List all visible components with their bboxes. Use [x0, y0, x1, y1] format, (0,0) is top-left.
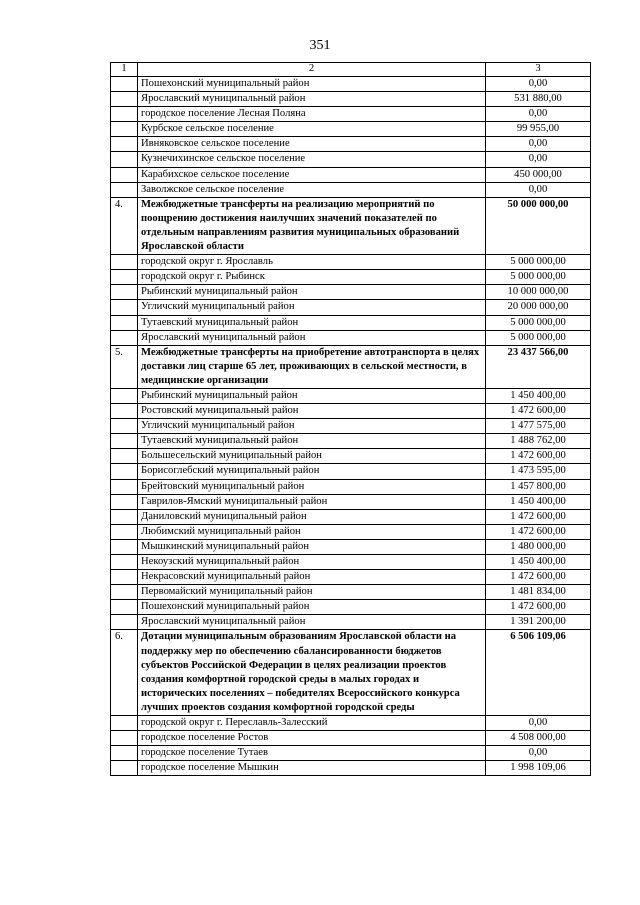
amount-value: 1 488 762,00	[486, 434, 591, 449]
table-row	[111, 716, 591, 731]
row-number	[111, 122, 138, 137]
amount-value: 1 481 834,00	[486, 585, 591, 600]
row-number	[111, 585, 138, 600]
recipient-name: Ярославский муниципальный район	[138, 330, 486, 345]
column-header-3: 3	[486, 63, 591, 77]
row-number	[111, 300, 138, 315]
row-number	[111, 419, 138, 434]
amount-value: 5 000 000,00	[486, 270, 591, 285]
row-number	[111, 330, 138, 345]
row-number: 4.	[111, 197, 138, 254]
row-number	[111, 77, 138, 92]
recipient-name: Любимский муниципальный район	[138, 524, 486, 539]
row-number	[111, 464, 138, 479]
row-number	[111, 137, 138, 152]
table-row	[111, 494, 591, 509]
row-number	[111, 434, 138, 449]
row-number	[111, 388, 138, 403]
table-row	[111, 152, 591, 167]
recipient-name: Заволжское сельское поселение	[138, 182, 486, 197]
row-number: 6.	[111, 630, 138, 716]
budget-table	[110, 62, 591, 776]
recipient-name: Пошехонский муниципальный район	[138, 600, 486, 615]
row-number	[111, 746, 138, 761]
row-number	[111, 404, 138, 419]
amount-value: 1 450 400,00	[486, 494, 591, 509]
table-row	[111, 388, 591, 403]
amount-value: 4 508 000,00	[486, 731, 591, 746]
amount-value: 0,00	[486, 77, 591, 92]
recipient-name: городское поселение Мышкин	[138, 761, 486, 776]
table-row	[111, 585, 591, 600]
table-header-row	[111, 63, 591, 77]
row-number	[111, 539, 138, 554]
table-row	[111, 464, 591, 479]
amount-value: 1 472 600,00	[486, 600, 591, 615]
recipient-name: Кузнечихинское сельское поселение	[138, 152, 486, 167]
recipient-name: Некоузский муниципальный район	[138, 555, 486, 570]
recipient-name: Ростовский муниципальный район	[138, 404, 486, 419]
amount-value: 1 998 109,06	[486, 761, 591, 776]
row-number	[111, 494, 138, 509]
amount-value: 1 480 000,00	[486, 539, 591, 554]
recipient-name: городское поселение Тутаев	[138, 746, 486, 761]
table-row	[111, 404, 591, 419]
amount-value: 1 477 575,00	[486, 419, 591, 434]
table-row	[111, 300, 591, 315]
amount-value: 50 000 000,00	[486, 197, 591, 254]
amount-value: 450 000,00	[486, 167, 591, 182]
amount-value: 5 000 000,00	[486, 330, 591, 345]
recipient-name: Ярославский муниципальный район	[138, 92, 486, 107]
table-row	[111, 182, 591, 197]
row-number: 5.	[111, 345, 138, 388]
amount-value: 99 955,00	[486, 122, 591, 137]
table-row	[111, 434, 591, 449]
amount-value: 5 000 000,00	[486, 255, 591, 270]
amount-value: 10 000 000,00	[486, 285, 591, 300]
amount-value: 531 880,00	[486, 92, 591, 107]
row-number	[111, 92, 138, 107]
table-row	[111, 555, 591, 570]
table-row	[111, 122, 591, 137]
row-number	[111, 716, 138, 731]
table-row	[111, 330, 591, 345]
table-row	[111, 77, 591, 92]
table-row	[111, 600, 591, 615]
amount-value: 1 472 600,00	[486, 404, 591, 419]
recipient-name: Межбюджетные трансферты на приобретение автотранспорта в целях доставки лиц старше 65 лет, проживающих в сельской местности, в медицинские организации	[138, 345, 486, 388]
row-number	[111, 600, 138, 615]
recipient-name: городской округ г. Переславль-Залесский	[138, 716, 486, 731]
recipient-name: Ярославский муниципальный район	[138, 615, 486, 630]
row-number	[111, 479, 138, 494]
section-row	[111, 630, 591, 716]
section-row	[111, 345, 591, 388]
recipient-name: городской округ г. Рыбинск	[138, 270, 486, 285]
amount-value: 1 450 400,00	[486, 555, 591, 570]
row-number	[111, 731, 138, 746]
recipient-name: Мышкинский муниципальный район	[138, 539, 486, 554]
table-row	[111, 539, 591, 554]
row-number	[111, 270, 138, 285]
recipient-name: Рыбинский муниципальный район	[138, 388, 486, 403]
table-row	[111, 107, 591, 122]
table-row	[111, 92, 591, 107]
table-row	[111, 449, 591, 464]
table-row	[111, 761, 591, 776]
recipient-name: Борисоглебский муниципальный район	[138, 464, 486, 479]
recipient-name: Межбюджетные трансферты на реализацию мероприятий по поощрению достижения наилучших значений показателей по отдельным направлениям развития муниципальных образований Ярославской области	[138, 197, 486, 254]
table-row	[111, 746, 591, 761]
recipient-name: Брейтовский муниципальный район	[138, 479, 486, 494]
table-row	[111, 509, 591, 524]
table-row	[111, 137, 591, 152]
row-number	[111, 449, 138, 464]
recipient-name: Большесельский муниципальный район	[138, 449, 486, 464]
amount-value: 20 000 000,00	[486, 300, 591, 315]
row-number	[111, 615, 138, 630]
amount-value: 1 450 400,00	[486, 388, 591, 403]
table-row	[111, 615, 591, 630]
recipient-name: Угличский муниципальный район	[138, 300, 486, 315]
row-number	[111, 315, 138, 330]
table-row	[111, 419, 591, 434]
row-number	[111, 107, 138, 122]
row-number	[111, 255, 138, 270]
column-header-2: 2	[138, 63, 486, 77]
row-number	[111, 152, 138, 167]
table-row	[111, 524, 591, 539]
table-row	[111, 255, 591, 270]
table-row	[111, 285, 591, 300]
recipient-name: городское поселение Ростов	[138, 731, 486, 746]
table-row	[111, 570, 591, 585]
row-number	[111, 555, 138, 570]
table-row	[111, 167, 591, 182]
recipient-name: Рыбинский муниципальный район	[138, 285, 486, 300]
row-number	[111, 570, 138, 585]
recipient-name: Первомайский муниципальный район	[138, 585, 486, 600]
amount-value: 1 457 800,00	[486, 479, 591, 494]
row-number	[111, 182, 138, 197]
recipient-name: Гаврилов-Ямский муниципальный район	[138, 494, 486, 509]
recipient-name: городской округ г. Ярославль	[138, 255, 486, 270]
amount-value: 6 506 109,06	[486, 630, 591, 716]
amount-value: 0,00	[486, 137, 591, 152]
amount-value: 0,00	[486, 107, 591, 122]
recipient-name: Угличский муниципальный район	[138, 419, 486, 434]
recipient-name: Тутаевский муниципальный район	[138, 434, 486, 449]
column-header-1: 1	[111, 63, 138, 77]
recipient-name: Курбское сельское поселение	[138, 122, 486, 137]
page-number: 351	[309, 38, 331, 53]
amount-value: 5 000 000,00	[486, 315, 591, 330]
recipient-name: Карабихское сельское поселение	[138, 167, 486, 182]
recipient-name: Пошехонский муниципальный район	[138, 77, 486, 92]
amount-value: 1 473 595,00	[486, 464, 591, 479]
recipient-name: городское поселение Лесная Поляна	[138, 107, 486, 122]
amount-value: 23 437 566,00	[486, 345, 591, 388]
recipient-name: Ивняковское сельское поселение	[138, 137, 486, 152]
row-number	[111, 285, 138, 300]
amount-value: 0,00	[486, 746, 591, 761]
row-number	[111, 167, 138, 182]
row-number	[111, 509, 138, 524]
recipient-name: Тутаевский муниципальный район	[138, 315, 486, 330]
table-body	[111, 63, 591, 776]
recipient-name: Некрасовский муниципальный район	[138, 570, 486, 585]
recipient-name: Дотации муниципальным образованиям Ярославской области на поддержку мер по обеспечению сбалансированности бюджетов субъектов Российской Федерации в целях реализации проектов создания комфортной городской среды в малых городах и исторических поселениях – победителях Всероссийского конкурса лучших проектов создания комфортной городской среды	[138, 630, 486, 716]
amount-value: 0,00	[486, 152, 591, 167]
amount-value: 1 472 600,00	[486, 449, 591, 464]
table-row	[111, 731, 591, 746]
table-row	[111, 479, 591, 494]
amount-value: 0,00	[486, 716, 591, 731]
table-row	[111, 270, 591, 285]
recipient-name: Даниловский муниципальный район	[138, 509, 486, 524]
row-number	[111, 761, 138, 776]
amount-value: 1 391 200,00	[486, 615, 591, 630]
amount-value: 1 472 600,00	[486, 570, 591, 585]
section-row	[111, 197, 591, 254]
amount-value: 1 472 600,00	[486, 509, 591, 524]
table-row	[111, 315, 591, 330]
amount-value: 1 472 600,00	[486, 524, 591, 539]
amount-value: 0,00	[486, 182, 591, 197]
row-number	[111, 524, 138, 539]
